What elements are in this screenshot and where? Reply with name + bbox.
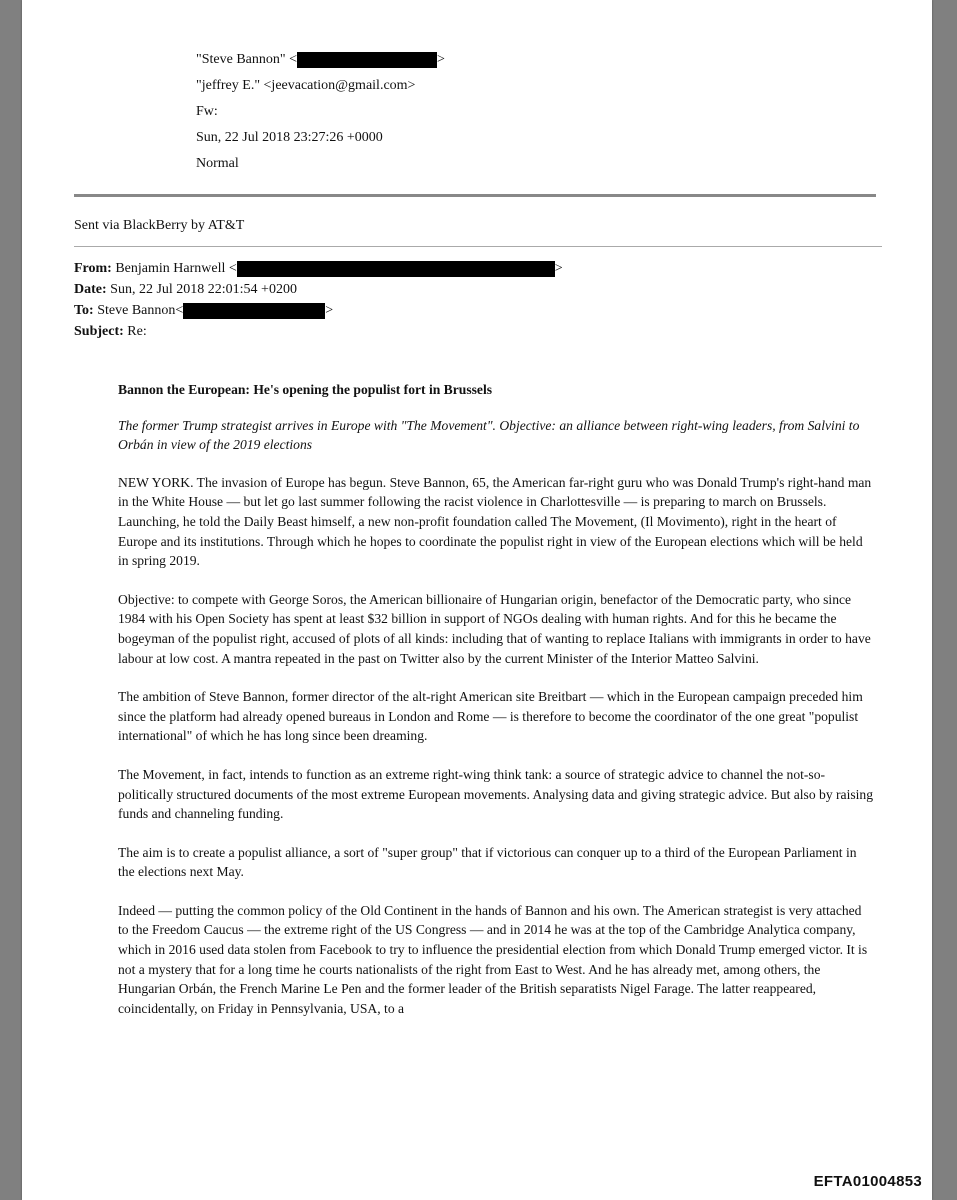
article-title: Bannon the European: He's opening the populist fort in Brussels: [118, 382, 493, 397]
forward-from-label: From:: [74, 261, 112, 276]
redaction-bar: [237, 261, 555, 277]
forward-subject-row: [74, 322, 147, 342]
header-divider: [74, 194, 876, 197]
forward-subject-value: Re:: [127, 324, 147, 339]
article-paragraph: NEW YORK. The invasion of Europe has begun. Steve Bannon, 65, the American far-right guru who was Donald Trump's right-hand man in the White House — but let go last summer following the racist violence in Charlottesville — is preparing to march on Brussels. Launching, he told the Daily Beast himself, a new non-profit foundation called The Movement, (Il Movimento), right in the heart of Europe and its institutions. Through which he hopes to coordinate the populist right in view of the European elections which will be held in spring 2019.: [118, 474, 872, 569]
forward-divider: [74, 246, 882, 247]
header-importance-value: Normal: [196, 156, 239, 171]
article-paragraph: Indeed — putting the common policy of the Old Continent in the hands of Bannon and his own. The American strategist is very attached to the Freedom Caucus — the extreme right of the US Congress — and in 2014 he was at the top of the Cambridge Analytica company, which in 2016 used data stolen from Facebook to try to influence the presidential election from which Donald Trump emerged victor. It is not a mystery that for a long time he courts nationalists of the right from East to West. And he has already met, among others, the Hungarian Orbán, the French Marine Le Pen and the former leader of the British separatists Nigel Farage. The latter reappeared, coincidentally, on Friday in Pennsylvania, USA, to a: [118, 902, 868, 1016]
forward-date-row: [74, 280, 297, 300]
document-page: [22, 0, 932, 1200]
forward-from-value: Benjamin Harnwell <: [115, 261, 237, 276]
header-date-value: Sun, 22 Jul 2018 23:27:26 +0000: [196, 130, 383, 145]
forward-date-value: Sun, 22 Jul 2018 22:01:54 +0200: [110, 282, 297, 297]
redaction-bar: [183, 303, 325, 319]
header-from-value: "Steve Bannon" <: [196, 52, 297, 67]
forward-to-row: [74, 301, 333, 321]
bates-number: EFTA01004853: [813, 1173, 922, 1190]
forward-to-label: To:: [74, 303, 94, 318]
header-from-suffix: >: [436, 52, 445, 67]
redaction-bar: [297, 52, 437, 68]
article-paragraph: The Movement, in fact, intends to function as an extreme right-wing think tank: a source of strategic advice to channel the not-so-politically structured documents of the most extreme European movements. Analysing data and giving strategic advice. But also by raising funds and channeling funding.: [118, 766, 874, 822]
header-to-value: "jeffrey E." <jeevacation@gmail.com>: [196, 78, 416, 93]
article-body: [118, 380, 874, 1037]
article-paragraph: The ambition of Steve Bannon, former director of the alt-right American site Breitbart — which in the European campaign preceded him since the platform had already opened bureaus in London and Rome — is therefore to become the coordinator of the one great "populist international" of which he has long since been dreaming.: [118, 689, 863, 744]
article-subtitle: The former Trump strategist arrives in Europe with "The Movement". Objective: an alliance between right-wing leaders, from Salvini to Orbán in view of the 2019 elections: [118, 417, 860, 453]
sent-via-line: Sent via BlackBerry by AT&T: [74, 218, 245, 233]
forward-to-value: Steve Bannon<: [97, 303, 184, 318]
forward-date-label: Date:: [74, 282, 107, 297]
forward-from-suffix: >: [554, 261, 563, 276]
article-paragraph: Objective: to compete with George Soros, the American billionaire of Hungarian origin, benefactor of the Democratic party, who since 1984 with his Open Society has spent at least $32 billion in support of NGOs dealing with human rights. And for this he became the bogeyman of the populist right, accused of plots of all kinds: including that of wanting to replace Italians with immigrants in order to have labour at low cost. A mantra repeated in the past on Twitter also by the current Minister of the Interior Matteo Salvini.: [118, 591, 871, 666]
header-subject-value: Fw:: [196, 104, 218, 119]
forward-from-row: [74, 259, 563, 279]
forward-subject-label: Subject:: [74, 324, 124, 339]
forward-to-suffix: >: [325, 303, 334, 318]
article-paragraph: The aim is to create a populist alliance, a sort of "super group" that if victorious can conquer up to a third of the European Parliament in the elections next May.: [118, 844, 857, 880]
